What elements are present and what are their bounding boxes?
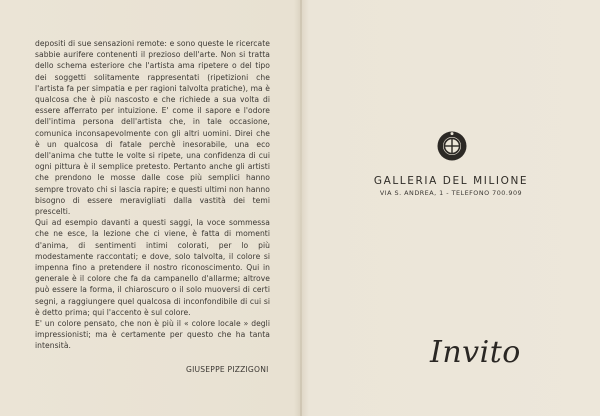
gallery-name: GALLERIA DEL MILIONE (373, 175, 529, 187)
gallery-address: VIA S. ANDREA, 1 - TELEFONO 700.909 (379, 189, 523, 197)
essay-paragraph-1: depositi di sue sensazioni remote: e sono queste le ricercate sabbie aurifere contenenti il prezioso dell'arte. Non si tratta dello schema esteriore che l'artista ama ripetere o del tipo dei soggetti solitamente rappresentati (ripetizioni che l'artista fa per simpatia e per ragioni talvolta pratiche), ma è qualcosa che è più nascosto e che richiede a sua volta di essere afferrato per intuizione. E' come il sapore e l'odore dell'intima persona dell'artista che, in tale occasione, comunica inconsapevolmente con gli altri uomini. Direi che è un qualcosa di fatale perchè inesorabile, una eco dell'anima che tutte le volte si ripete, una confidenza di cui ogni pittura è il semplice pretesto. Pertanto anche gli artisti che prendono le mosse dalle cose più semplici hanno sempre trovato chi si lascia rapire; e questi ultimi non hanno bisogno di essere meravigliati dalla vastità dei temi prescelti. (35, 39, 270, 217)
essay-author: GIUSEPPE PIZZIGONI (186, 365, 269, 374)
invite-title: Invito (430, 335, 521, 370)
essay-paragraph-2: Qui ad esempio davanti a questi saggi, la voce sommessa che ne esce, la lezione che ci viene, è fatta di momenti d'anima, di sentimenti intimi colorati, per lo più modestamente raccontati; e dove, solo talvolta, il colore si impenna fino a pretendere il nostro riconoscimento. Qui in generale è il colore che fa da campanello d'allarme; altrove può essere la forma, il chiaroscuro o il solo muoversi di certi segni, a raggiungere quel qualcosa di inconfondibile di cui si è detto prima; qui l'accento è sul colore. (35, 218, 270, 317)
right-page (302, 0, 600, 416)
essay-paragraph-3: E' un colore pensato, che non è più il « colore locale » degli impressionisti; ma è certamente per questo che ha tanta intensità. (35, 319, 270, 351)
gallery-logo-icon (436, 130, 468, 162)
left-page (35, 38, 270, 352)
